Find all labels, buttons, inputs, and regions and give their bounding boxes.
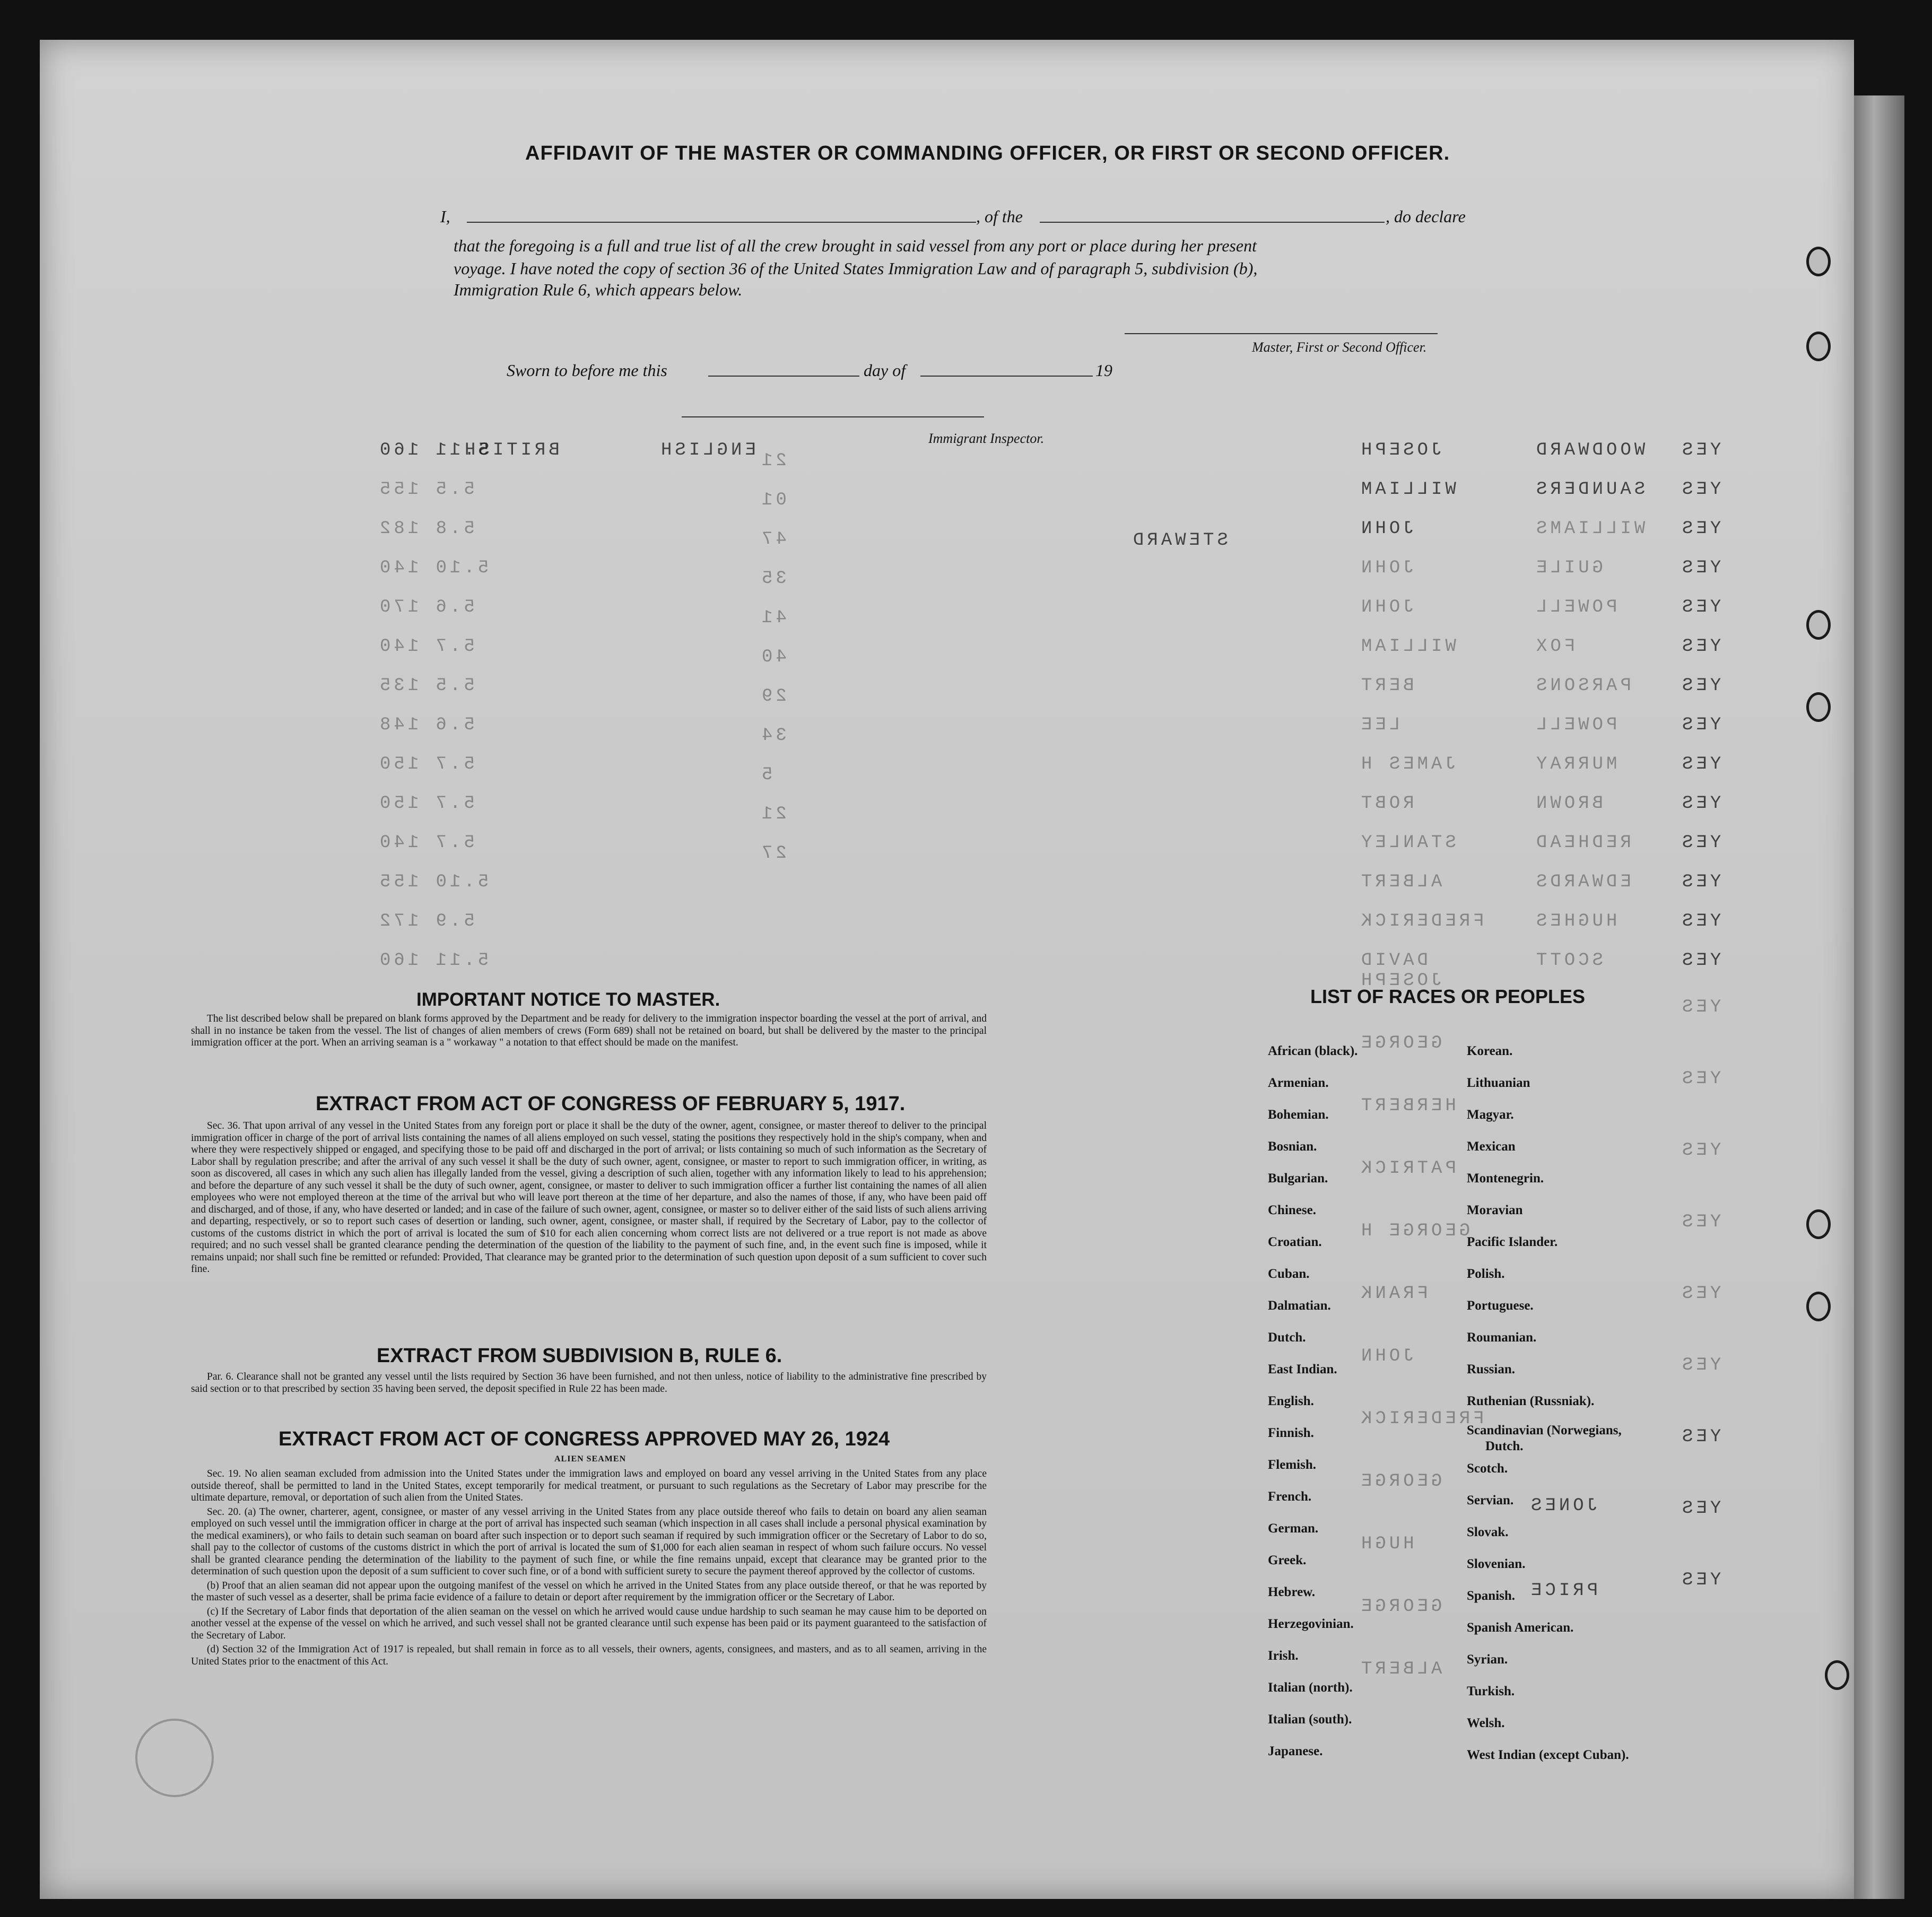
ghost-text: STANLEY: [1358, 833, 1456, 853]
ghost-text: 27: [759, 843, 787, 864]
ghost-text: 41: [759, 608, 787, 628]
race-item: Japanese.: [1268, 1744, 1323, 1758]
ghost-text: YES: [1679, 794, 1721, 814]
race-item: Flemish.: [1268, 1458, 1316, 1472]
affidavit-title: AFFIDAVIT OF THE MASTER OR COMMANDING OFFICER, OR FIRST OR SECOND OFFICER.: [525, 142, 1450, 164]
ghost-text: YES: [1679, 872, 1721, 892]
race-item: West Indian (except Cuban).: [1467, 1748, 1629, 1762]
signature-label: Master, First or Second Officer.: [1252, 339, 1427, 355]
affidavit-declare: , do declare: [1386, 207, 1466, 226]
sworn-prefix: Sworn to before me this: [507, 361, 667, 380]
sworn-day-blank[interactable]: [708, 376, 859, 377]
race-item: African (black).: [1268, 1044, 1358, 1058]
ghost-text: YES: [1679, 1355, 1721, 1375]
ghost-text: GEORGE: [1358, 1597, 1442, 1617]
binder-hole: [1825, 1660, 1849, 1690]
race-item: Dutch.: [1268, 1330, 1306, 1345]
ghost-text: 5.7 150: [377, 794, 475, 814]
binder-hole: [1806, 1209, 1831, 1239]
race-item: Russian.: [1467, 1362, 1516, 1376]
race-item: Montenegrin.: [1467, 1171, 1544, 1186]
ghost-text: SAUNDERS: [1533, 480, 1646, 500]
affidavit-line3: voyage. I have noted the copy of section 36 of the United States Immigration Law and of paragraph 5, subdivision (b),: [454, 259, 1258, 278]
race-item: Roumanian.: [1467, 1330, 1537, 1345]
ghost-text: 5.5 135: [377, 676, 475, 696]
ghost-text: 5.6 148: [377, 715, 475, 735]
ghost-text: MURRAY: [1533, 754, 1617, 774]
sworn-day-of: day of: [864, 361, 906, 380]
sec20a-paragraph: Sec. 20. (a) The owner, charterer, agent, consignee, or master of any vessel arriving in the United States from any place outside thereof who fails to detain on board any alien seaman employed on such vessel until the immigration officer in charge at the port of arrival has inspected such seaman (which inspection in all cases shall include a personal physical examination by the medical examiners), or who fails to detain such seaman on board after such inspection or to deport such seaman if required by such immigration officer or the Secretary of Labor to do so, shall pay to the collector of customs of the customs district in which the port of arrival is located the sum of $1,000 for each alien seaman in respect of whom such failure occurs. No vessel shall be granted clearance pending the determination of the liability to the payment of such fine, or while the fine remains unpaid, except that clearance may be granted prior to the determination of such question upon the deposit of a sum sufficient to cover such fine, or of a bond with sufficient surety to secure the payment thereof approved by the collector of customs.: [191, 1506, 987, 1577]
sec20b-paragraph: (b) Proof that an alien seaman did not appear upon the outgoing manifest of the vessel on which he arrived in the United States from any place outside thereof, or that he was reported by the master of such vessel as a deserter, shall be prima facie evidence of a failure to detain or deport after requirement by the immigration officer or the Secretary of Labor.: [191, 1580, 987, 1603]
vessel-blank[interactable]: [1040, 222, 1385, 223]
ghost-text: ALBERT: [1358, 872, 1442, 892]
races-title: LIST OF RACES OR PEOPLES: [1310, 986, 1586, 1007]
page-edge: [1854, 95, 1904, 1899]
ghost-text: JOSEPH: [1358, 440, 1442, 460]
ghost-text: ROBT: [1358, 794, 1414, 814]
affidavit-of-the: , of the: [976, 207, 1023, 226]
ghost-text: YES: [1679, 1069, 1721, 1089]
race-item: Cuban.: [1268, 1267, 1310, 1281]
ghost-text: YES: [1679, 637, 1721, 657]
race-item: Irish.: [1268, 1649, 1299, 1663]
ghost-text: GEORGE: [1358, 1033, 1442, 1053]
race-item: Dalmatian.: [1268, 1299, 1331, 1313]
ghost-text: DAVID: [1358, 951, 1429, 971]
ghost-text: 21: [759, 451, 787, 471]
race-item: Italian (south).: [1268, 1712, 1352, 1727]
rule6-paragraph: Par. 6. Clearance shall not be granted any vessel until the lists required by Section 36 have been furnished, and not then unless, notice of liability to the administrative fine prescribed by said section or to that prescribed by section 35 having been served, the deposit specified in Rule 22 has been made.: [191, 1371, 987, 1395]
extract-1924-title: EXTRACT FROM ACT OF CONGRESS APPROVED MAY 26, 1924: [279, 1428, 890, 1450]
race-item: Hebrew.: [1268, 1585, 1316, 1599]
extract-1917-body: [191, 1120, 987, 1278]
notice-body: [191, 1013, 987, 1051]
ghost-text: BRITISH: [462, 440, 560, 460]
ghost-text: YES: [1679, 754, 1721, 774]
ghost-text: GEORGE H: [1358, 1221, 1470, 1241]
ghost-text: WOODWARD: [1533, 440, 1646, 460]
ghost-text: YES: [1679, 1498, 1721, 1519]
race-item: Chinese.: [1268, 1203, 1316, 1217]
ghost-text: GUILE: [1533, 558, 1604, 578]
ghost-text: JONES: [1528, 1496, 1598, 1516]
ghost-text: 5.7 150: [377, 754, 475, 774]
ghost-text: POWELL: [1533, 597, 1617, 617]
race-item: Bulgarian.: [1268, 1171, 1328, 1186]
ghost-text: JAMES H: [1358, 754, 1456, 774]
ghost-text: HUGHES: [1533, 911, 1617, 931]
ghost-text: WILLIAM: [1358, 637, 1456, 657]
ghost-text: EDWARDS: [1533, 872, 1631, 892]
ghost-text: JOSEPH: [1358, 971, 1442, 991]
race-item: Spanish.: [1467, 1589, 1516, 1603]
ghost-text: 5.10 155: [377, 872, 489, 892]
faded-stamp: [135, 1719, 214, 1797]
ghost-text: 40: [759, 647, 787, 667]
ghost-text: YES: [1679, 715, 1721, 735]
ghost-text: 35: [759, 569, 787, 589]
rule6-title: EXTRACT FROM SUBDIVISION B, RULE 6.: [377, 1345, 782, 1367]
ghost-text: JOHN: [1358, 519, 1414, 539]
ghost-text: WILLIAM: [1358, 480, 1456, 500]
sec19-paragraph: Sec. 19. No alien seaman excluded from admission into the United States under the immigration laws and employed on board any vessel arriving in the United States from any place outside thereof, shall be permitted to land in the United States, except temporarily for medical treatment, or pursuant to such regulations as the Secretary of Labor may prescribe for the ultimate departure, removal, or deportation of such alien from the United States.: [191, 1468, 987, 1503]
race-item: Magyar.: [1467, 1108, 1514, 1122]
race-item: Lithuanian: [1467, 1076, 1530, 1090]
ghost-text: YES: [1679, 911, 1721, 931]
ghost-text: YES: [1679, 676, 1721, 696]
sec36-paragraph: Sec. 36. That upon arrival of any vessel in the United States from any foreign port or place it shall be the duty of the owner, agent, consignee, or master thereof to deliver to the principal immigration officer in charge of the port of arrival lists containing the names of all aliens employed on such vessel, stating the positions they respectively hold in the ship's company, when and where they were respectively shipped or engaged, and specifying those to be paid off and discharged in the port of arrival; or lists containing so much of such information as the Secretary of Labor shall by regulation prescribe; and after the arrival of any such vessel it shall be the duty of such owner, agent, consignee, or master to report to such immigration officer, in writing, as soon as discovered, all cases in which any such alien has illegally landed from the vessel, giving a description of such alien, together with any information likely to lead to his apprehension; and before the departure of any such vessel it shall be the duty of such owner, agent, consignee, or master to deliver to such immigration officer a further list containing the names of all alien employees who were not employed thereon at the time of the arrival but who will leave port thereon at the time of her departure, and also the names of those, if any, who have been paid off and discharged, and of those, if any, who have deserted or landed; and in case of the failure of such owner, agent, consignee, or master so to deliver either of the said lists of such aliens arriving and departing, respectively, or so to report such cases of desertion or landing, such owner, agent, consignee, or master shall, if required by the Secretary of Labor, pay to the collector of customs of the customs district in which the port of arrival is located the sum of $10 for each alien concerning whom correct lists are not delivered or a true report is not made as above required; and no such vessel shall be granted clearance pending the determination of the question of the liability to the payment of such fine, and, in the event such fine is imposed, while it remains unpaid; nor shall such fine be remitted or refunded: Provided, That clearance may be granted prior to the determination of such question upon deposit of a sum sufficient to cover such fine.: [191, 1120, 987, 1275]
ghost-text: FREDERICK: [1358, 1409, 1484, 1429]
race-item: Welsh.: [1467, 1716, 1505, 1730]
ghost-text: 01: [759, 490, 787, 510]
race-item: Herzegovinian.: [1268, 1617, 1354, 1631]
ghost-text: YES: [1679, 951, 1721, 971]
ghost-text: YES: [1679, 1570, 1721, 1590]
signature-line[interactable]: [1125, 333, 1438, 334]
ghost-text: YES: [1679, 997, 1721, 1017]
inspector-signature-line[interactable]: [682, 416, 984, 417]
ghost-text: BROWN: [1533, 794, 1604, 814]
ghost-text: YES: [1679, 1427, 1721, 1447]
binder-hole: [1806, 247, 1831, 276]
race-item: Scandinavian (Norwegians,: [1467, 1423, 1622, 1437]
affidavit-line4: Immigration Rule 6, which appears below.: [454, 280, 743, 299]
ghost-text: YES: [1679, 558, 1721, 578]
ghost-text: 5.11 160: [377, 951, 489, 971]
race-item: East Indian.: [1268, 1362, 1337, 1376]
ghost-text: 5.11 160: [377, 440, 489, 460]
race-item: Slovenian.: [1467, 1557, 1526, 1571]
race-item: Scotch.: [1467, 1461, 1508, 1476]
sworn-year: 19: [1095, 361, 1112, 380]
ghost-text: YES: [1679, 1284, 1721, 1304]
ghost-text: BERT: [1358, 676, 1414, 696]
binder-hole: [1806, 692, 1831, 722]
race-item: Dutch.: [1485, 1439, 1524, 1453]
race-item: German.: [1268, 1521, 1319, 1536]
extract-1917-title: EXTRACT FROM ACT OF CONGRESS OF FEBRUARY 5, 1917.: [316, 1093, 906, 1115]
ghost-text: PATRICK: [1358, 1158, 1456, 1179]
ghost-text: JOHN: [1358, 597, 1414, 617]
affidavit-line2: that the foregoing is a full and true list of all the crew brought in said vessel from any port or place during her present: [454, 236, 1257, 255]
binder-hole: [1806, 332, 1831, 361]
binder-hole: [1806, 1292, 1831, 1321]
ghost-text: 29: [759, 686, 787, 707]
ghost-text: 5.6 170: [377, 597, 475, 617]
race-item: Turkish.: [1467, 1684, 1515, 1698]
ghost-text: JOHN: [1358, 1346, 1414, 1366]
race-item: Servian.: [1467, 1493, 1514, 1508]
ghost-text: JOHN: [1358, 558, 1414, 578]
ghost-text: 5.7 140: [377, 833, 475, 853]
ghost-text: 5.8 182: [377, 519, 475, 539]
sec20d-paragraph: (d) Section 32 of the Immigration Act of 1917 is repealed, but shall remain in force as to all vessels, their owners, agents, consignees, and masters, and as to all seamen, arriving in the United States prior to the enactment of this Act.: [191, 1644, 987, 1667]
race-item: Slovak.: [1467, 1525, 1509, 1539]
ghost-text: FRANK: [1358, 1284, 1429, 1304]
binder-hole: [1806, 610, 1831, 640]
ghost-text: POWELL: [1533, 715, 1617, 735]
race-item: Greek.: [1268, 1553, 1307, 1567]
affidavit-i: I,: [440, 207, 450, 226]
race-item: Bohemian.: [1268, 1108, 1329, 1122]
extract-1924-body: [191, 1468, 987, 1670]
sworn-month-blank[interactable]: [920, 376, 1093, 377]
ghost-text: PARSONS: [1533, 676, 1631, 696]
race-item: Ruthenian (Russniak).: [1467, 1394, 1595, 1408]
race-item: Portuguese.: [1467, 1299, 1534, 1313]
name-blank[interactable]: [467, 222, 976, 223]
ghost-text: FOX: [1533, 637, 1576, 657]
ghost-text: 5.10 140: [377, 558, 489, 578]
ghost-text: YES: [1679, 833, 1721, 853]
ghost-text: HUGH: [1358, 1534, 1414, 1554]
race-item: Croatian.: [1268, 1235, 1322, 1249]
ghost-text: WILLIAMS: [1533, 519, 1646, 539]
ghost-text: YES: [1679, 440, 1721, 460]
race-item: Finnish.: [1268, 1426, 1314, 1440]
race-item: French.: [1268, 1489, 1312, 1504]
notice-title: IMPORTANT NOTICE TO MASTER.: [416, 989, 720, 1010]
ghost-text: HERBERT: [1358, 1096, 1456, 1116]
race-item: Bosnian.: [1268, 1139, 1317, 1154]
ghost-text: STEWARD: [1130, 530, 1228, 551]
ghost-text: LEE: [1358, 715, 1400, 735]
race-item: Spanish American.: [1467, 1620, 1574, 1635]
ghost-text: ALBERT: [1358, 1659, 1442, 1679]
race-item: Syrian.: [1467, 1652, 1508, 1667]
race-item: Pacific Islander.: [1467, 1235, 1558, 1249]
ghost-text: REDHEAD: [1533, 833, 1631, 853]
ghost-text: YES: [1679, 1212, 1721, 1232]
rule6-body: [191, 1371, 987, 1397]
ghost-text: 5.5 155: [377, 480, 475, 500]
ghost-text: 5.9 172: [377, 911, 475, 931]
race-item: Mexican: [1467, 1139, 1516, 1154]
ghost-text: YES: [1679, 480, 1721, 500]
ghost-text: 47: [759, 529, 787, 550]
race-item: Moravian: [1467, 1203, 1523, 1217]
ghost-text: PRICE: [1528, 1581, 1598, 1601]
ghost-text: 5.7 140: [377, 637, 475, 657]
ghost-text: YES: [1679, 597, 1721, 617]
inspector-label: Immigrant Inspector.: [928, 431, 1045, 446]
ghost-text: 5: [759, 765, 773, 785]
race-item: Korean.: [1467, 1044, 1513, 1058]
race-item: English.: [1268, 1394, 1314, 1408]
race-item: Polish.: [1467, 1267, 1505, 1281]
ghost-text: SCOTT: [1533, 951, 1604, 971]
ghost-text: GEORGE: [1358, 1471, 1442, 1492]
ghost-text: YES: [1679, 519, 1721, 539]
race-item: Italian (north).: [1268, 1680, 1353, 1695]
race-item: Armenian.: [1268, 1076, 1329, 1090]
ghost-text: ENGLISH: [658, 440, 756, 460]
notice-paragraph: The list described below shall be prepared on blank forms approved by the Department and be ready for delivery to the immigration inspector boarding the vessel at the port of arrival, and shall in no instance be taken from the vessel. The list of changes of alien members of crews (Form 689) shall not be retained on board, but shall be delivered by the master to the principal immigration officer at the port. When an arriving seaman is a " workaway " a notation to that effect should be made on the manifest.: [191, 1013, 987, 1048]
ghost-text: 21: [759, 804, 787, 824]
ghost-text: FREDERICK: [1358, 911, 1484, 931]
alien-seamen-subtitle: ALIEN SEAMEN: [554, 1454, 626, 1463]
sec20c-paragraph: (c) If the Secretary of Labor finds that deportation of the alien seaman on the vessel on which he arrived would cause undue hardship to such seaman he may cause him to be deported on another vessel at the expense of the vessel on which he arrived, and such vessel shall not be granted clearance until such expense has been paid or its payment guaranteed to the satisfaction of the Secretary of Labor.: [191, 1606, 987, 1641]
ghost-text: YES: [1679, 1140, 1721, 1161]
ghost-text: 34: [759, 726, 787, 746]
